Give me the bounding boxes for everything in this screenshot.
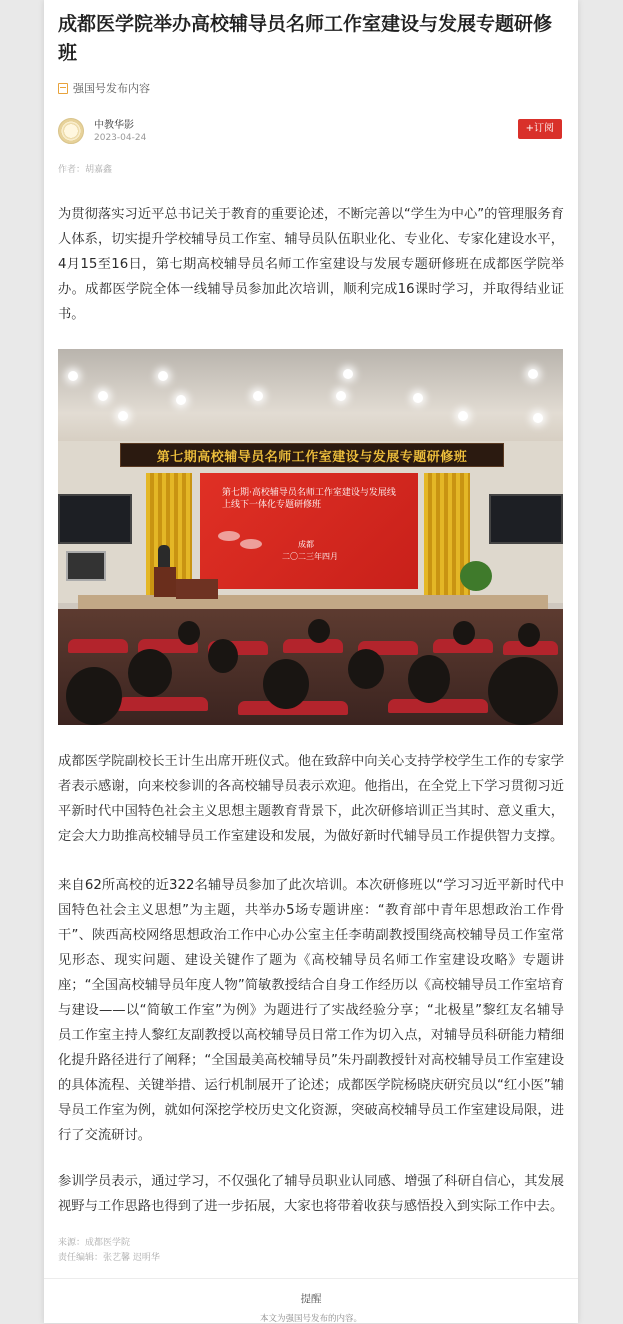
publisher-name[interactable]: 中教华影 (94, 119, 134, 131)
publisher-avatar[interactable] (58, 118, 84, 144)
divider (44, 1278, 578, 1279)
photo-audience (58, 609, 563, 725)
publisher-row (58, 118, 564, 144)
projector-screen: 第七期·高校辅导员名师工作室建设与发展线上线下一体化专题研修班 成都 二〇二三年四月 (200, 473, 418, 589)
author-line: 作者：胡嘉鑫 (58, 165, 113, 175)
source-label: 来源：成都医学院 (58, 1238, 131, 1248)
editor-label: 责任编辑：张艺馨 迟明华 (58, 1253, 160, 1263)
article-page (44, 0, 578, 1323)
publish-date: 2023-04-24 (94, 132, 147, 143)
subscribe-button[interactable]: +订阅 (518, 119, 562, 139)
paragraph-3: 来自62所高校的近322名辅导员参加了此次培训。本次研修班以“学习习近平新时代中国特色社会主义思想”为主题，共举办5场专题讲座：“教育部中青年思想政治工作骨干”、陕西高校网络思想政治工作中心办公室主任李萌副教授围绕高校辅导员工作室常见形态、现实问题、建设关键作了题为《高校辅导员名师工作室建设攻略》专题讲座；“全国高校辅导员年度人物”简敏教授结合自身工作经历以《高校辅导员工作室培育与建设——以“简敏工作室”为例》为题进行了实战经验分享；“北极星”黎红友名辅导员工作室主持人黎红友副教授以高校辅导员日常工作为切入点，对辅导员科研能力精细化提升路径进行了阐释；“全国最美高校辅导员”朱丹副教授针对高校辅导员工作室建设的具体流程、关键举措、运行机制展开了论述；成都医学院杨晓庆研究员以“红小医”辅导员工作室为例，就如何深挖学校历史文化资源，突破高校辅导员工作室建设局限，进行了交流研讨。 (58, 878, 564, 1143)
article-title: 成都医学院举办高校辅导员名师工作室建设与发展专题研修班 (58, 13, 553, 64)
photo-ceiling (58, 349, 563, 441)
paragraph-1: 为贯彻落实习近平总书记关于教育的重要论述，不断完善以“学生为中心”的管理服务育人体系，切实提升学校辅导员工作室、辅导员队伍职业化、专业化、专家化建设水平，4月15至16日，第七期高校辅导员名师工作室建设与发展专题研修班在成都医学院举办。成都医学院全体一线辅导员参加此次培训，顺利完成16课时学习，并取得结业证书。 (58, 207, 564, 322)
left-tv (58, 494, 132, 544)
source-tag (58, 80, 564, 96)
source-info (58, 1236, 564, 1266)
remind-title: 提醒 (300, 1293, 322, 1305)
article-photo (58, 349, 563, 725)
paragraph-2: 成都医学院副校长王计生出席开班仪式。他在致辞中向关心支持学校学生工作的专家学者表示感谢，向来校参训的各高校辅导员表示欢迎。他指出，在全党上下学习贯彻习近平新时代中国特色社会主义思想主题教育背景下，此次研修培训正当其时、意义重大，定会大力助推高校辅导员工作室建设和发展，为做好新时代辅导员工作提供智力支撑。 (58, 754, 564, 844)
right-tv (489, 494, 563, 544)
document-icon (58, 83, 68, 94)
photo-banner: 第七期高校辅导员名师工作室建设与发展专题研修班 (120, 443, 504, 467)
paragraph-4: 参训学员表示，通过学习，不仅强化了辅导员职业认同感、增强了科研自信心，其发展视野与工作思路也得到了进一步拓展，大家也将带着收获与感悟投入到实际工作中去。 (58, 1174, 564, 1214)
remind-note: 本文为强国号发布的内容。 (259, 1314, 362, 1324)
source-tag-label: 强国号发布内容 (73, 82, 150, 95)
